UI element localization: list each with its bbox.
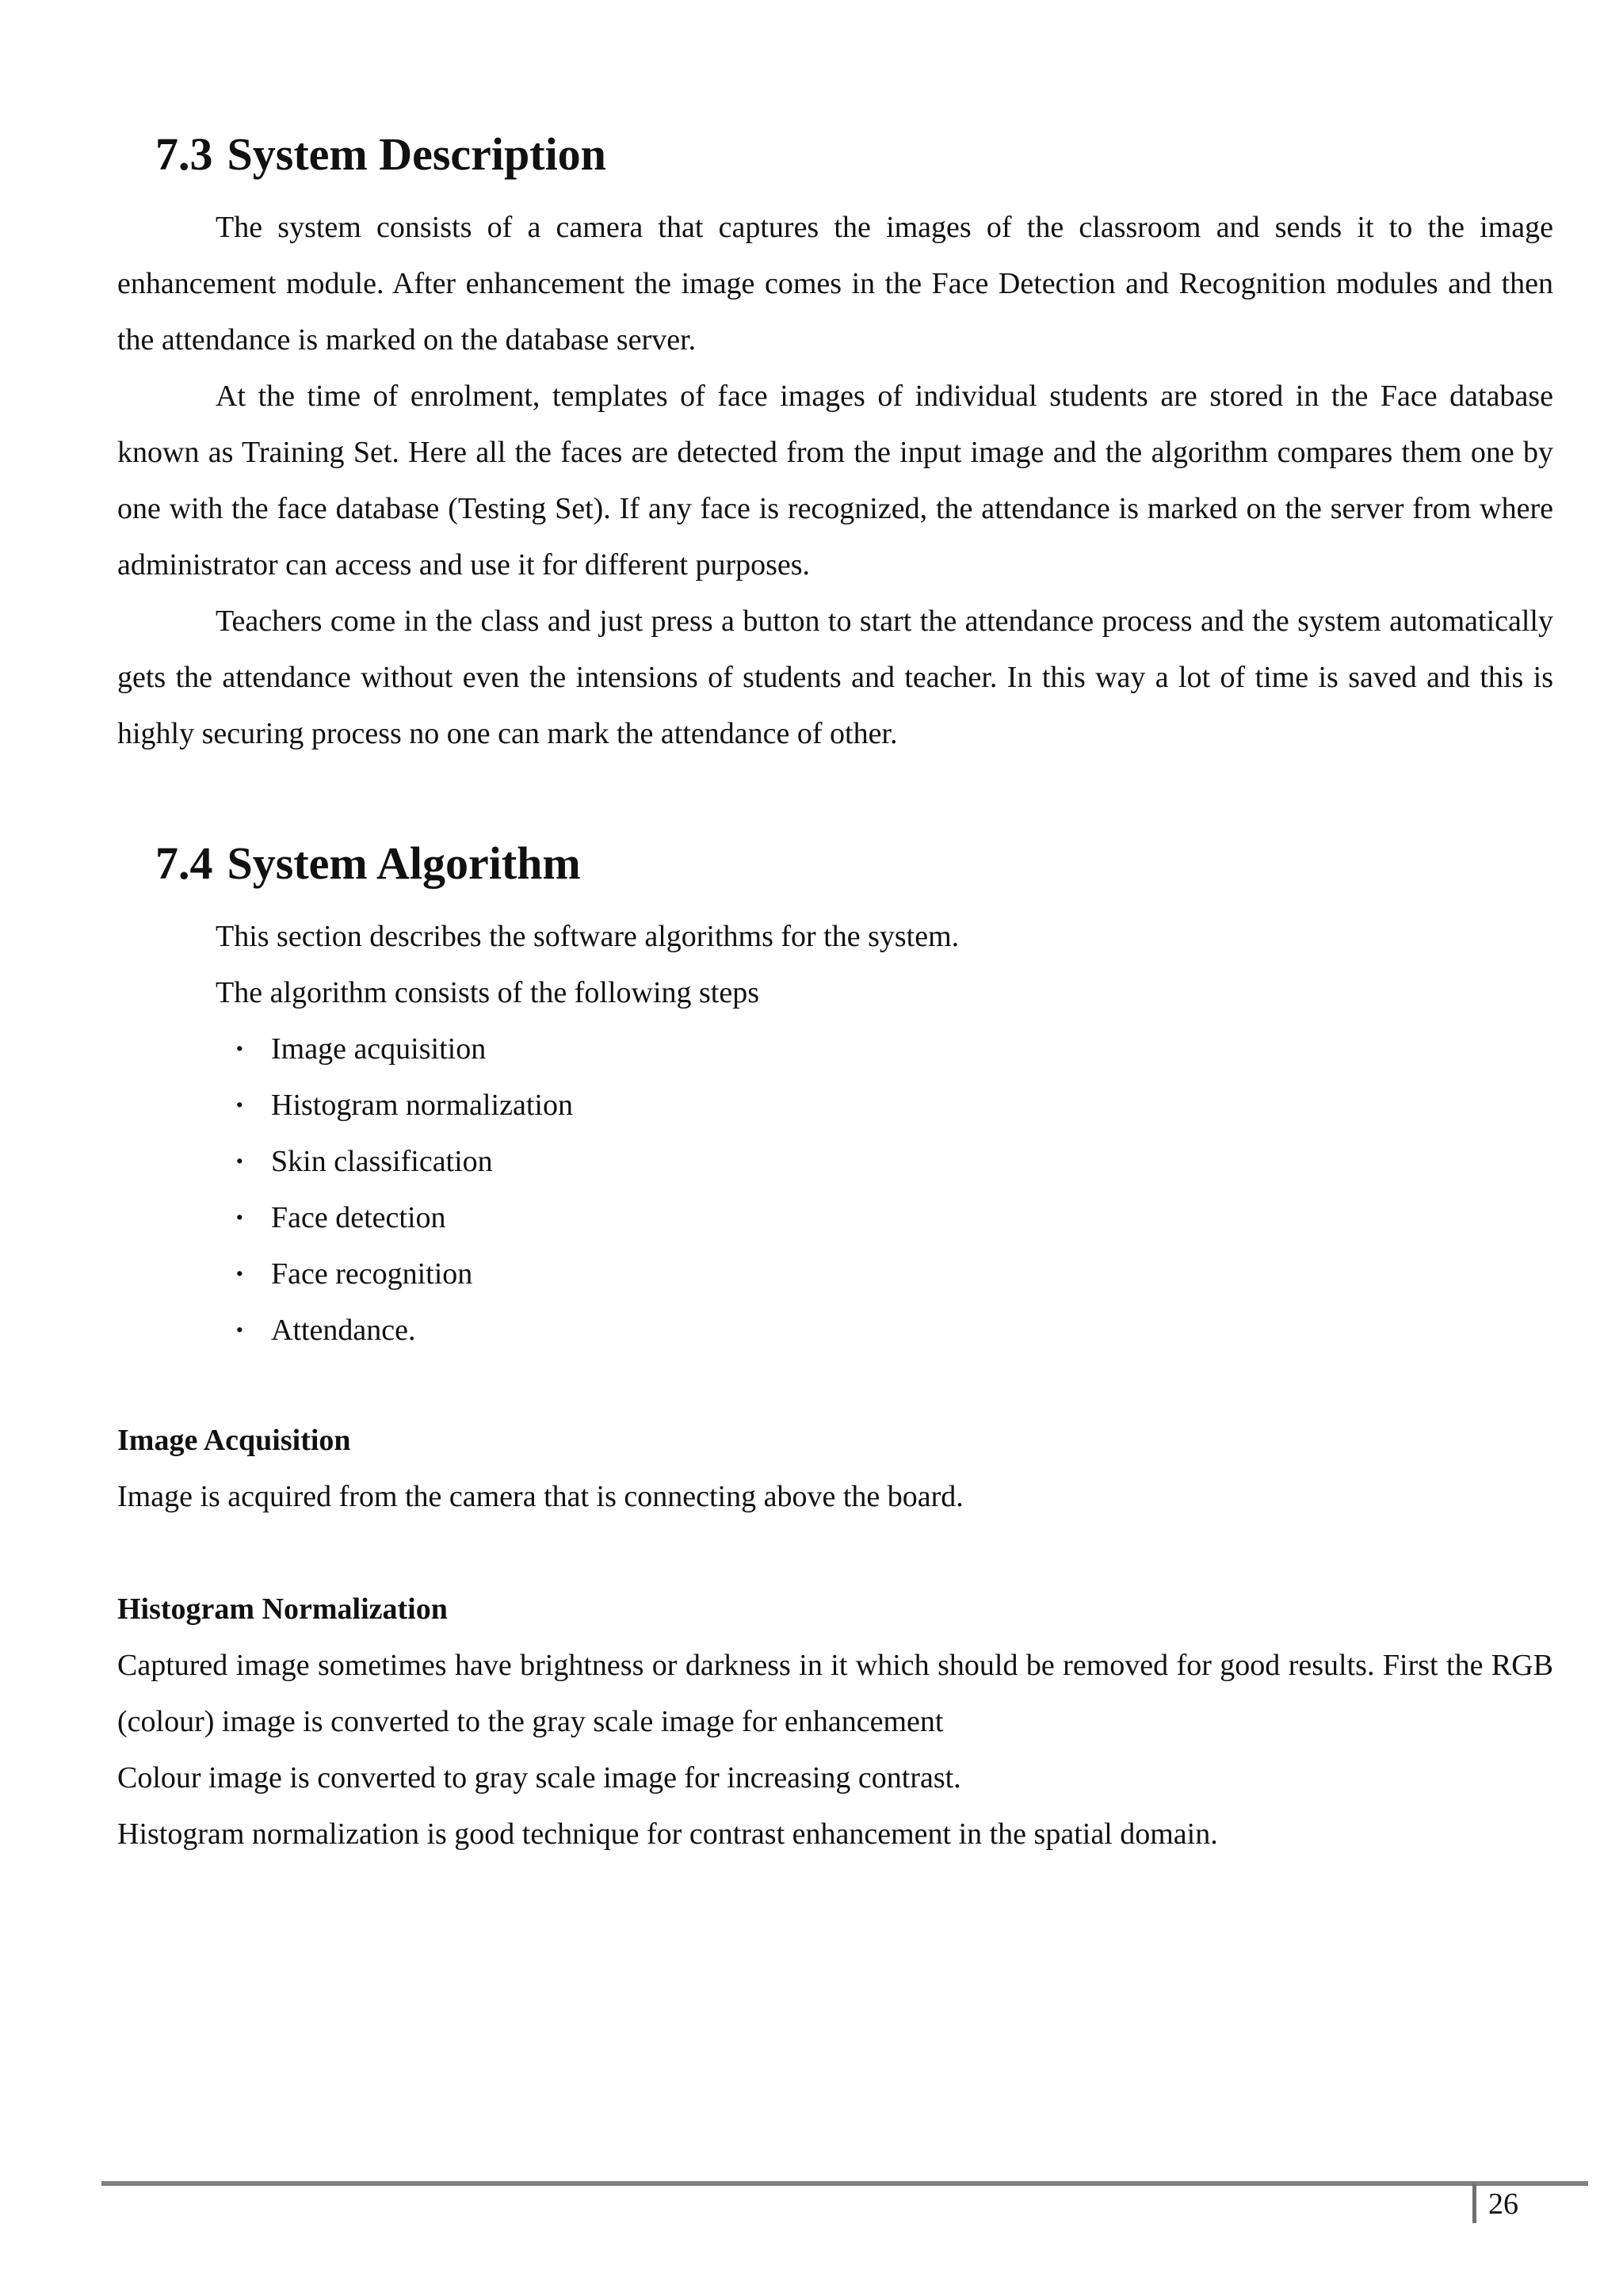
bullet-icon: · <box>235 1089 245 1122</box>
section-title: System Description <box>227 128 606 180</box>
step-label: Histogram normalization <box>271 1089 573 1122</box>
section-title: System Algorithm <box>227 837 581 889</box>
step-label: Attendance. <box>271 1314 416 1347</box>
bullet-icon: · <box>235 1314 245 1347</box>
intro-line: The algorithm consists of the following steps <box>216 976 760 1009</box>
list-item <box>235 1134 573 1190</box>
algorithm-intro <box>216 909 959 1021</box>
histogram-normalization-body <box>117 1638 1553 1863</box>
intro-line: This section describes the software algorithms for the system. <box>216 920 960 953</box>
algorithm-steps-list <box>235 1021 573 1359</box>
list-item <box>235 1246 573 1302</box>
step-label: Face detection <box>271 1201 446 1234</box>
page-number: 26 <box>1488 2187 1518 2221</box>
step-label: Skin classification <box>271 1145 493 1178</box>
paragraph: At the time of enrolment, templates of face images of individual students are stored in the Face database known as Training Set. Here all the faces are detected from the input image and the algorithm compares them one by one with the face database (Testing Set). If any face is recognized, the attendance is marked on the server from where administrator can access and use it for different purposes. <box>117 379 1553 582</box>
body-line: Histogram normalization is good technique for contrast enhancement in the spatial domain. <box>117 1817 1218 1851</box>
bullet-icon: · <box>235 1145 245 1178</box>
image-acquisition-body <box>117 1469 1553 1525</box>
subsection-heading-image-acquisition: Image Acquisition <box>117 1424 351 1457</box>
section-number: 7.4 <box>155 837 213 889</box>
section-heading-system-description <box>155 127 606 182</box>
paragraph: Teachers come in the class and just press a button to start the attendance process and the system automatically gets the attendance without even the intensions of students and teacher. In this way a lot of time is saved and this is highly securing process no one can mark the attendance of other. <box>117 605 1553 750</box>
list-item <box>235 1021 573 1077</box>
list-item <box>235 1302 573 1359</box>
bullet-icon: · <box>235 1201 245 1234</box>
footer-divider <box>101 2181 1588 2186</box>
bullet-icon: · <box>235 1257 245 1291</box>
paragraph: The system consists of a camera that captures the images of the classroom and sends it to the image enhancement module. After enhancement the image comes in the Face Detection and Recognition modules and then the attendance is marked on the database server. <box>117 211 1553 357</box>
body-line: Colour image is converted to gray scale image for increasing contrast. <box>117 1761 961 1794</box>
list-item <box>235 1190 573 1246</box>
step-label: Image acquisition <box>271 1032 487 1066</box>
system-description-body <box>117 200 1553 762</box>
section-number: 7.3 <box>155 128 213 180</box>
list-item <box>235 1077 573 1134</box>
step-label: Face recognition <box>271 1257 473 1291</box>
section-heading-system-algorithm <box>155 836 581 891</box>
page-number-marker <box>1472 2183 1476 2223</box>
subsection-heading-histogram-normalization: Histogram Normalization <box>117 1592 448 1626</box>
body-line: Image is acquired from the camera that is connecting above the board. <box>117 1480 964 1513</box>
bullet-icon: · <box>235 1032 245 1066</box>
body-line: Captured image sometimes have brightness or darkness in it which should be removed for good results. First the RGB (colour) image is converted to the gray scale image for enhancement <box>117 1649 1553 1738</box>
